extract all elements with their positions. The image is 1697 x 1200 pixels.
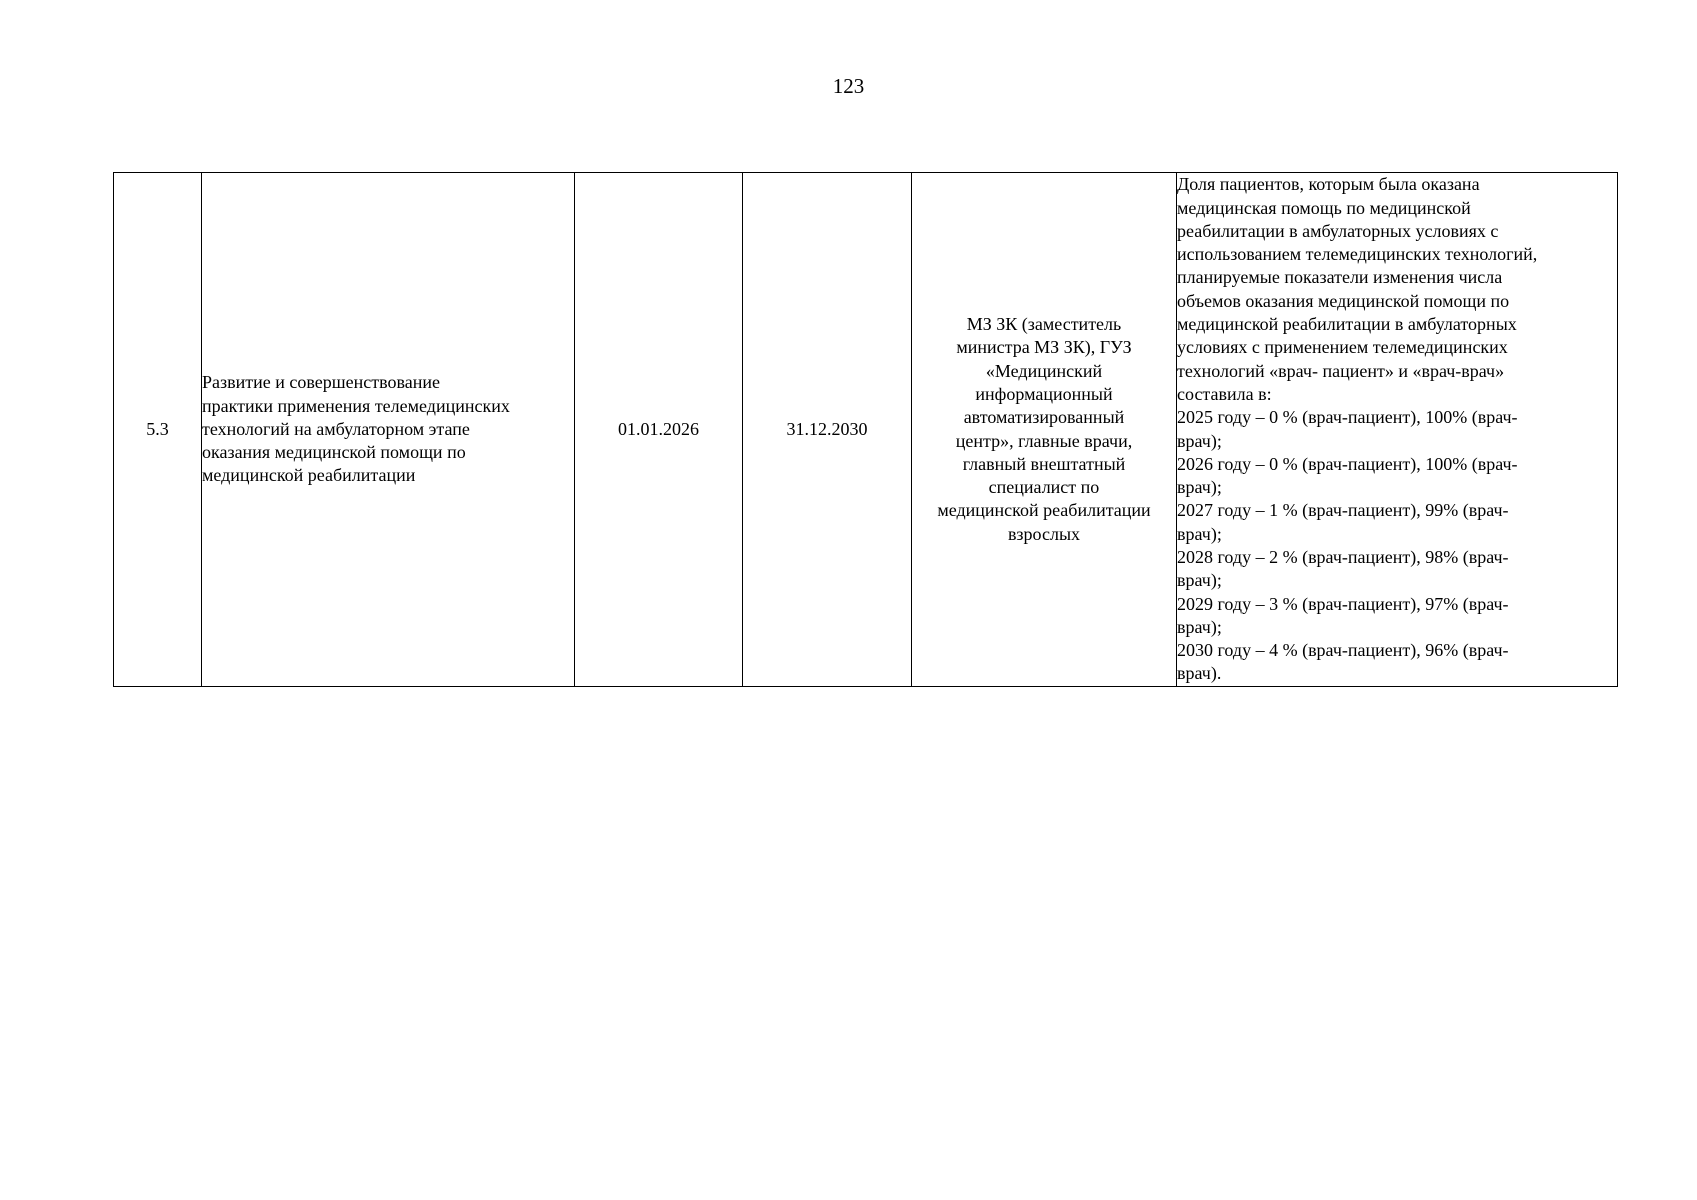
executor-line: медицинской реабилитации xyxy=(937,500,1151,521)
plan-table xyxy=(113,172,1618,687)
indicator-line: 2028 году – 2 % (врач-пациент), 98% (врач- xyxy=(1177,546,1509,567)
indicator-line: 2026 году – 0 % (врач-пациент), 100% (врач- xyxy=(1177,453,1518,474)
executor-line: автоматизированный xyxy=(963,407,1125,428)
activity-name-line: медицинской реабилитации xyxy=(202,465,416,486)
indicator-line: врач); xyxy=(1177,570,1222,591)
indicator-line: врач); xyxy=(1177,616,1222,637)
executor-line: министра МЗ ЗК), ГУЗ xyxy=(956,337,1132,358)
indicator-line: врач). xyxy=(1177,663,1222,684)
executor-line: специалист по xyxy=(988,477,1100,498)
indicator-line: 2025 году – 0 % (врач-пациент), 100% (врач- xyxy=(1177,407,1518,428)
indicator-line: объемов оказания медицинской помощи по xyxy=(1177,290,1510,311)
activity-name-line: технологий на амбулаторном этапе xyxy=(202,418,470,439)
indicator-line: планируемые показатели изменения числа xyxy=(1177,267,1503,288)
executor-line: информационный xyxy=(975,383,1113,404)
indicator-line: условиях с применением телемедицинских xyxy=(1177,337,1508,358)
row-number-cell xyxy=(114,173,202,687)
executor-line: «Медицинский xyxy=(985,360,1103,381)
activity-name-line: оказания медицинской помощи по xyxy=(202,442,466,463)
executor-line: центр», главные врачи, xyxy=(955,430,1133,451)
row-number: 5.3 xyxy=(146,418,169,439)
page-number: 123 xyxy=(832,74,865,98)
indicator-line: медицинской реабилитации в амбулаторных xyxy=(1177,314,1517,335)
activity-name-line: Развитие и совершенствование xyxy=(202,372,440,393)
indicator-line: 2027 году – 1 % (врач-пациент), 99% (врач- xyxy=(1177,500,1509,521)
indicator-cell xyxy=(1177,173,1618,687)
activity-name-line: практики применения телемедицинских xyxy=(202,395,510,416)
indicator-line: составила в: xyxy=(1177,383,1272,404)
executor-cell xyxy=(912,173,1177,687)
indicator-line: медицинская помощь по медицинской xyxy=(1177,197,1471,218)
start-date-cell xyxy=(575,173,743,687)
activity-name-cell xyxy=(202,173,575,687)
executor-line: МЗ ЗК (заместитель xyxy=(966,314,1122,335)
indicator-line: врач); xyxy=(1177,477,1222,498)
indicator-line: 2030 году – 4 % (врач-пациент), 96% (врач- xyxy=(1177,640,1509,661)
indicator-line: Доля пациентов, которым была оказана xyxy=(1177,174,1480,195)
table-row xyxy=(114,173,1618,687)
indicator-line: врач); xyxy=(1177,430,1222,451)
indicator-line: 2029 году – 3 % (врач-пациент), 97% (врач- xyxy=(1177,593,1509,614)
indicator-line: реабилитации в амбулаторных условиях с xyxy=(1177,220,1499,241)
end-date-cell xyxy=(743,173,912,687)
executor-line: главный внештатный xyxy=(962,453,1126,474)
end-date: 31.12.2030 xyxy=(786,418,868,439)
executor-line: взрослых xyxy=(1007,523,1081,544)
indicator-line: использованием телемедицинских технологий, xyxy=(1177,244,1538,265)
indicator-line: технологий «врач- пациент» и «врач-врач» xyxy=(1177,360,1505,381)
indicator-line: врач); xyxy=(1177,523,1222,544)
start-date: 01.01.2026 xyxy=(618,418,699,439)
